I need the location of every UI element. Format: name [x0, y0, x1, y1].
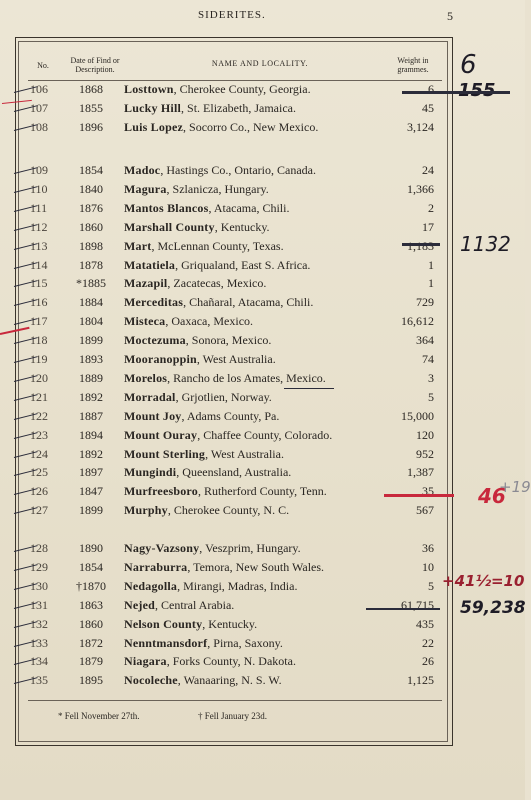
meteorite-name: Nelson County: [124, 616, 203, 631]
meteorite-locality: , Oaxaca, Mexico.: [165, 314, 254, 329]
entry-number: 129: [30, 559, 48, 574]
entry-weight: 26: [422, 654, 434, 669]
header-date: Date of Find or Description.: [70, 56, 120, 74]
entry-date: 1892: [79, 446, 103, 461]
entry-number: 131: [30, 597, 48, 612]
entry-weight: 45: [422, 100, 434, 115]
table-row: [0, 579, 450, 598]
meteorite-name: Narraburra: [124, 559, 188, 574]
entry-date: 1879: [79, 654, 103, 669]
entry-date: 1860: [79, 219, 103, 234]
entry-number: 121: [30, 389, 48, 404]
table-row: [0, 409, 450, 428]
meteorite-name: Morelos: [124, 370, 168, 385]
entry-weight: 74: [422, 352, 434, 366]
entry-date: 1897: [79, 465, 103, 480]
meteorite-locality: , McLennan County, Texas.: [151, 238, 284, 253]
entry-number: 114: [30, 257, 48, 272]
entry-name-locality: [124, 617, 257, 632]
entry-name-locality: [124, 201, 289, 216]
handwritten-note-113: 1132: [460, 232, 511, 256]
meteorite-locality: , Chañaral, Atacama, Chili.: [183, 295, 314, 310]
entry-date: 1854: [79, 559, 103, 574]
meteorite-locality: , West Australia.: [196, 352, 276, 366]
entry-number: 106: [30, 82, 48, 96]
entry-date: 1890: [79, 541, 103, 555]
meteorite-locality: , Rancho de los Amates, Mexico.: [167, 370, 326, 385]
entry-date: 1840: [79, 181, 103, 196]
meteorite-locality: , St. Elizabeth, Jamaica.: [181, 100, 296, 115]
footer-rule: [28, 700, 442, 701]
entry-name-locality: [124, 560, 324, 575]
entry-date: 1804: [79, 314, 103, 329]
entry-weight: 1: [428, 257, 434, 272]
meteorite-locality: , Veszprim, Hungary.: [199, 541, 301, 555]
entry-weight: 567: [416, 503, 434, 518]
underline-amates: [284, 388, 334, 389]
entry-name-locality: [124, 220, 270, 235]
meteorite-name: Niagara: [124, 654, 167, 669]
entry-weight: 36: [422, 541, 434, 555]
entry-name-locality: [124, 579, 297, 594]
footnote-star: * Fell November 27th.: [58, 711, 140, 721]
entry-weight: 35: [422, 484, 434, 499]
entry-name-locality: [124, 428, 332, 443]
entry-number: 120: [30, 370, 48, 385]
entry-name-locality: [124, 484, 327, 499]
entry-name-locality: [124, 333, 271, 348]
entry-date: 1876: [79, 200, 103, 215]
entry-weight: 3: [428, 370, 434, 385]
entry-number: 123: [30, 427, 48, 442]
table-row: [0, 560, 450, 579]
header-name-locality: NAME AND LOCALITY.: [211, 59, 309, 68]
entry-weight: 952: [416, 446, 434, 461]
table-row: [0, 101, 450, 120]
meteorite-name: Mantos Blancos: [124, 200, 209, 215]
entry-name-locality: [124, 295, 313, 310]
handwritten-note-131: 59,238: [460, 598, 526, 618]
entry-date: 1896: [79, 119, 103, 134]
meteorite-locality: , Cherokee County, N. C.: [167, 503, 290, 518]
header-rule: [28, 80, 442, 81]
meteorite-locality: , Temora, New South Wales.: [187, 559, 325, 574]
table-row: [0, 120, 450, 139]
entry-date: 1872: [79, 635, 103, 650]
entry-number: 119: [30, 352, 48, 366]
entry-date: †1870: [76, 578, 106, 593]
meteorite-name: Morradal: [124, 389, 176, 404]
entry-number: 112: [30, 219, 48, 234]
entry-number: 122: [30, 408, 48, 423]
entry-number: 118: [30, 333, 48, 348]
entry-name-locality: [124, 276, 266, 291]
meteorite-name: Nedagolla: [124, 578, 178, 593]
entry-weight: 1,183: [407, 238, 434, 253]
table-row: [0, 333, 450, 352]
entry-number: 115: [30, 276, 48, 291]
meteorite-name: Nocoleche: [124, 673, 178, 688]
entry-number: 133: [30, 635, 48, 650]
meteorite-locality: , Socorro Co., New Mexico.: [183, 119, 319, 134]
entry-number: 117: [30, 314, 48, 329]
table-row: [0, 636, 450, 655]
entry-date: 1878: [79, 257, 103, 272]
entry-name-locality: [124, 673, 282, 688]
entry-number: 130: [30, 578, 48, 593]
entry-weight: 22: [422, 635, 434, 650]
entry-weight: 6: [428, 82, 434, 96]
entry-weight: 1,387: [407, 465, 434, 480]
table-row: [0, 428, 450, 447]
entry-date: 1899: [79, 333, 103, 348]
meteorite-name: Losttown: [124, 82, 174, 96]
entry-name-locality: [124, 182, 269, 197]
entry-name-locality: [124, 371, 326, 386]
table-row: [0, 484, 450, 503]
entry-weight: 729: [416, 295, 434, 310]
entry-weight: 5: [428, 389, 434, 404]
meteorite-name: Magura: [124, 181, 167, 196]
entry-number: 128: [30, 541, 48, 555]
entry-number: 111: [30, 200, 48, 215]
meteorite-name: Mart: [124, 238, 152, 253]
table-row: [0, 654, 450, 673]
meteorite-name: Luis Lopez: [124, 119, 184, 134]
entry-date: 1868: [79, 82, 103, 96]
meteorite-locality: , Adams County, Pa.: [181, 408, 280, 423]
meteorite-locality: , Hastings Co., Ontario, Canada.: [160, 163, 316, 177]
table-row: [0, 541, 450, 560]
entry-number: 107: [30, 100, 48, 115]
meteorite-name: Madoc: [124, 163, 161, 177]
table-row: [0, 352, 450, 371]
entry-name-locality: [124, 390, 272, 405]
entry-name-locality: [124, 120, 318, 135]
entry-name-locality: [124, 598, 234, 613]
strike-weight-131: [366, 608, 440, 610]
strike-weight-126: [384, 494, 454, 497]
meteorite-locality: , Mirangi, Madras, India.: [177, 578, 298, 593]
entry-weight: 24: [422, 163, 434, 177]
entry-name-locality: [124, 163, 316, 178]
entry-date: 1898: [79, 238, 103, 253]
entry-weight: 61,715: [401, 597, 434, 612]
entry-name-locality: [124, 352, 276, 367]
entry-date: 1892: [79, 389, 103, 404]
meteorite-name: Lucky Hill: [124, 100, 182, 115]
table-row: [0, 201, 450, 220]
entry-weight: 3,124: [407, 119, 434, 134]
table-row: [0, 673, 450, 692]
meteorite-locality: , Kentucky.: [214, 219, 270, 234]
entry-date: 1854: [79, 163, 103, 177]
meteorite-locality: , Szlanicza, Hungary.: [166, 181, 269, 196]
header-number: No.: [37, 61, 49, 70]
entry-name-locality: [124, 654, 296, 669]
entry-number: 135: [30, 673, 48, 688]
entry-name-locality: [124, 541, 301, 556]
entry-weight: 15,000: [401, 408, 434, 423]
table-row: [0, 182, 450, 201]
entry-weight: 120: [416, 427, 434, 442]
strike-weight-106: [402, 91, 510, 94]
meteorite-name: Marshall County: [124, 219, 215, 234]
entry-date: 1884: [79, 295, 103, 310]
meteorite-name: Mount Joy: [124, 408, 182, 423]
entry-name-locality: [124, 465, 291, 480]
meteorite-name: Nejed: [124, 597, 155, 612]
table-row: [0, 258, 450, 277]
entry-number: 116: [30, 295, 48, 310]
entry-number: 132: [30, 616, 48, 631]
entry-date: 1860: [79, 616, 103, 631]
meteorite-locality: , Forks County, N. Dakota.: [166, 654, 296, 669]
table-row: [0, 163, 450, 182]
entry-weight: 1: [428, 276, 434, 291]
entry-number: 113: [30, 238, 48, 253]
entry-name-locality: [124, 258, 310, 273]
table-row: [0, 371, 450, 390]
entry-name-locality: [124, 82, 311, 97]
entry-name-locality: [124, 409, 279, 424]
table-row: [0, 314, 450, 333]
handwritten-note-130: +41½=10: [442, 572, 525, 590]
table-row: [0, 503, 450, 522]
meteorite-locality: , Wanaaring, N. S. W.: [177, 673, 282, 688]
meteorite-name: Mount Sterling: [124, 446, 206, 461]
handwritten-note-126: 46: [478, 484, 506, 508]
entry-weight: 16,612: [401, 314, 434, 329]
meteorite-locality: , Rutherford County, Tenn.: [197, 484, 327, 499]
entry-name-locality: [124, 314, 253, 329]
table-row: [0, 465, 450, 484]
meteorite-locality: , Griqualand, East S. Africa.: [175, 257, 311, 272]
strike-weight-113: [402, 243, 440, 246]
table-row: [0, 276, 450, 295]
meteorite-name: Nagy-Vazsony: [124, 541, 200, 555]
entry-number: 109: [30, 163, 48, 177]
entry-date: 1893: [79, 352, 103, 366]
meteorite-locality: , Central Arabia.: [155, 597, 235, 612]
meteorite-name: Moctezuma: [124, 333, 186, 348]
running-title: SIDERITES.: [198, 9, 266, 21]
entry-weight: 10: [422, 559, 434, 574]
meteorite-name: Nenntmansdorf: [124, 635, 208, 650]
meteorite-locality: , West Australia.: [205, 446, 284, 461]
entry-date: 1887: [79, 408, 103, 423]
entry-date: *1885: [76, 276, 106, 291]
entry-name-locality: [124, 239, 284, 254]
meteorite-name: Murfreesboro: [124, 484, 198, 499]
entry-weight: 1,125: [407, 673, 434, 688]
entry-weight: 5: [428, 578, 434, 593]
meteorite-locality: , Chaffee County, Colorado.: [197, 427, 333, 442]
entry-number: 108: [30, 119, 48, 134]
footnote-dagger: † Fell January 23d.: [198, 711, 267, 721]
meteorite-name: Mungindi: [124, 465, 177, 480]
table-row: [0, 82, 450, 101]
entry-name-locality: [124, 447, 284, 462]
meteorite-locality: , Zacatecas, Mexico.: [167, 276, 267, 291]
entry-weight: 435: [416, 616, 434, 631]
entry-name-locality: [124, 503, 289, 518]
table-row: [0, 295, 450, 314]
entry-weight: 2: [428, 200, 434, 215]
page-number: 5: [447, 9, 454, 23]
table-row: [0, 617, 450, 636]
entry-date: 1889: [79, 370, 103, 385]
entry-number: 126: [30, 484, 48, 499]
meteorite-name: Murphy: [124, 503, 168, 518]
handwritten-note-106: 155: [458, 80, 496, 101]
table-row: [0, 447, 450, 466]
entry-number: 124: [30, 446, 48, 461]
table-row: [0, 239, 450, 258]
entry-name-locality: [124, 636, 283, 651]
header-weight: Weight in grammes.: [397, 56, 429, 74]
meteorite-locality: , Kentucky.: [202, 616, 258, 631]
meteorite-name: Matatiela: [124, 257, 176, 272]
meteorite-name: Mooranoppin: [124, 352, 197, 366]
entry-date: 1894: [79, 427, 103, 442]
meteorite-locality: , Pirna, Saxony.: [207, 635, 283, 650]
meteorite-locality: , Queensland, Australia.: [176, 465, 292, 480]
meteorite-locality: , Cherokee County, Georgia.: [173, 82, 311, 96]
entry-weight: 364: [416, 333, 434, 348]
entry-date: 1899: [79, 503, 103, 518]
entry-number: 110: [30, 181, 48, 196]
entry-date: 1847: [79, 484, 103, 499]
entry-weight: 17: [422, 219, 434, 234]
handwritten-note-106-top: 6: [460, 50, 477, 80]
meteorite-name: Mazapil: [124, 276, 168, 291]
entry-name-locality: [124, 101, 296, 116]
entry-date: 1863: [79, 597, 103, 612]
meteorite-locality: , Sonora, Mexico.: [185, 333, 272, 348]
meteorite-name: Mount Ouray: [124, 427, 198, 442]
entry-number: 125: [30, 465, 48, 480]
entry-date: 1855: [79, 100, 103, 115]
entry-number: 127: [30, 503, 48, 518]
meteorite-locality: , Grjotlien, Norway.: [175, 389, 272, 404]
entry-weight: 1,366: [407, 181, 434, 196]
table-row: [0, 390, 450, 409]
meteorite-name: Misteca: [124, 314, 166, 329]
entry-number: 134: [30, 654, 48, 669]
handwritten-note-126-extra: +19: [499, 478, 531, 496]
table-row: [0, 220, 450, 239]
entry-date: 1895: [79, 673, 103, 688]
meteorite-locality: , Atacama, Chili.: [208, 200, 290, 215]
meteorite-name: Merceditas: [124, 295, 184, 310]
